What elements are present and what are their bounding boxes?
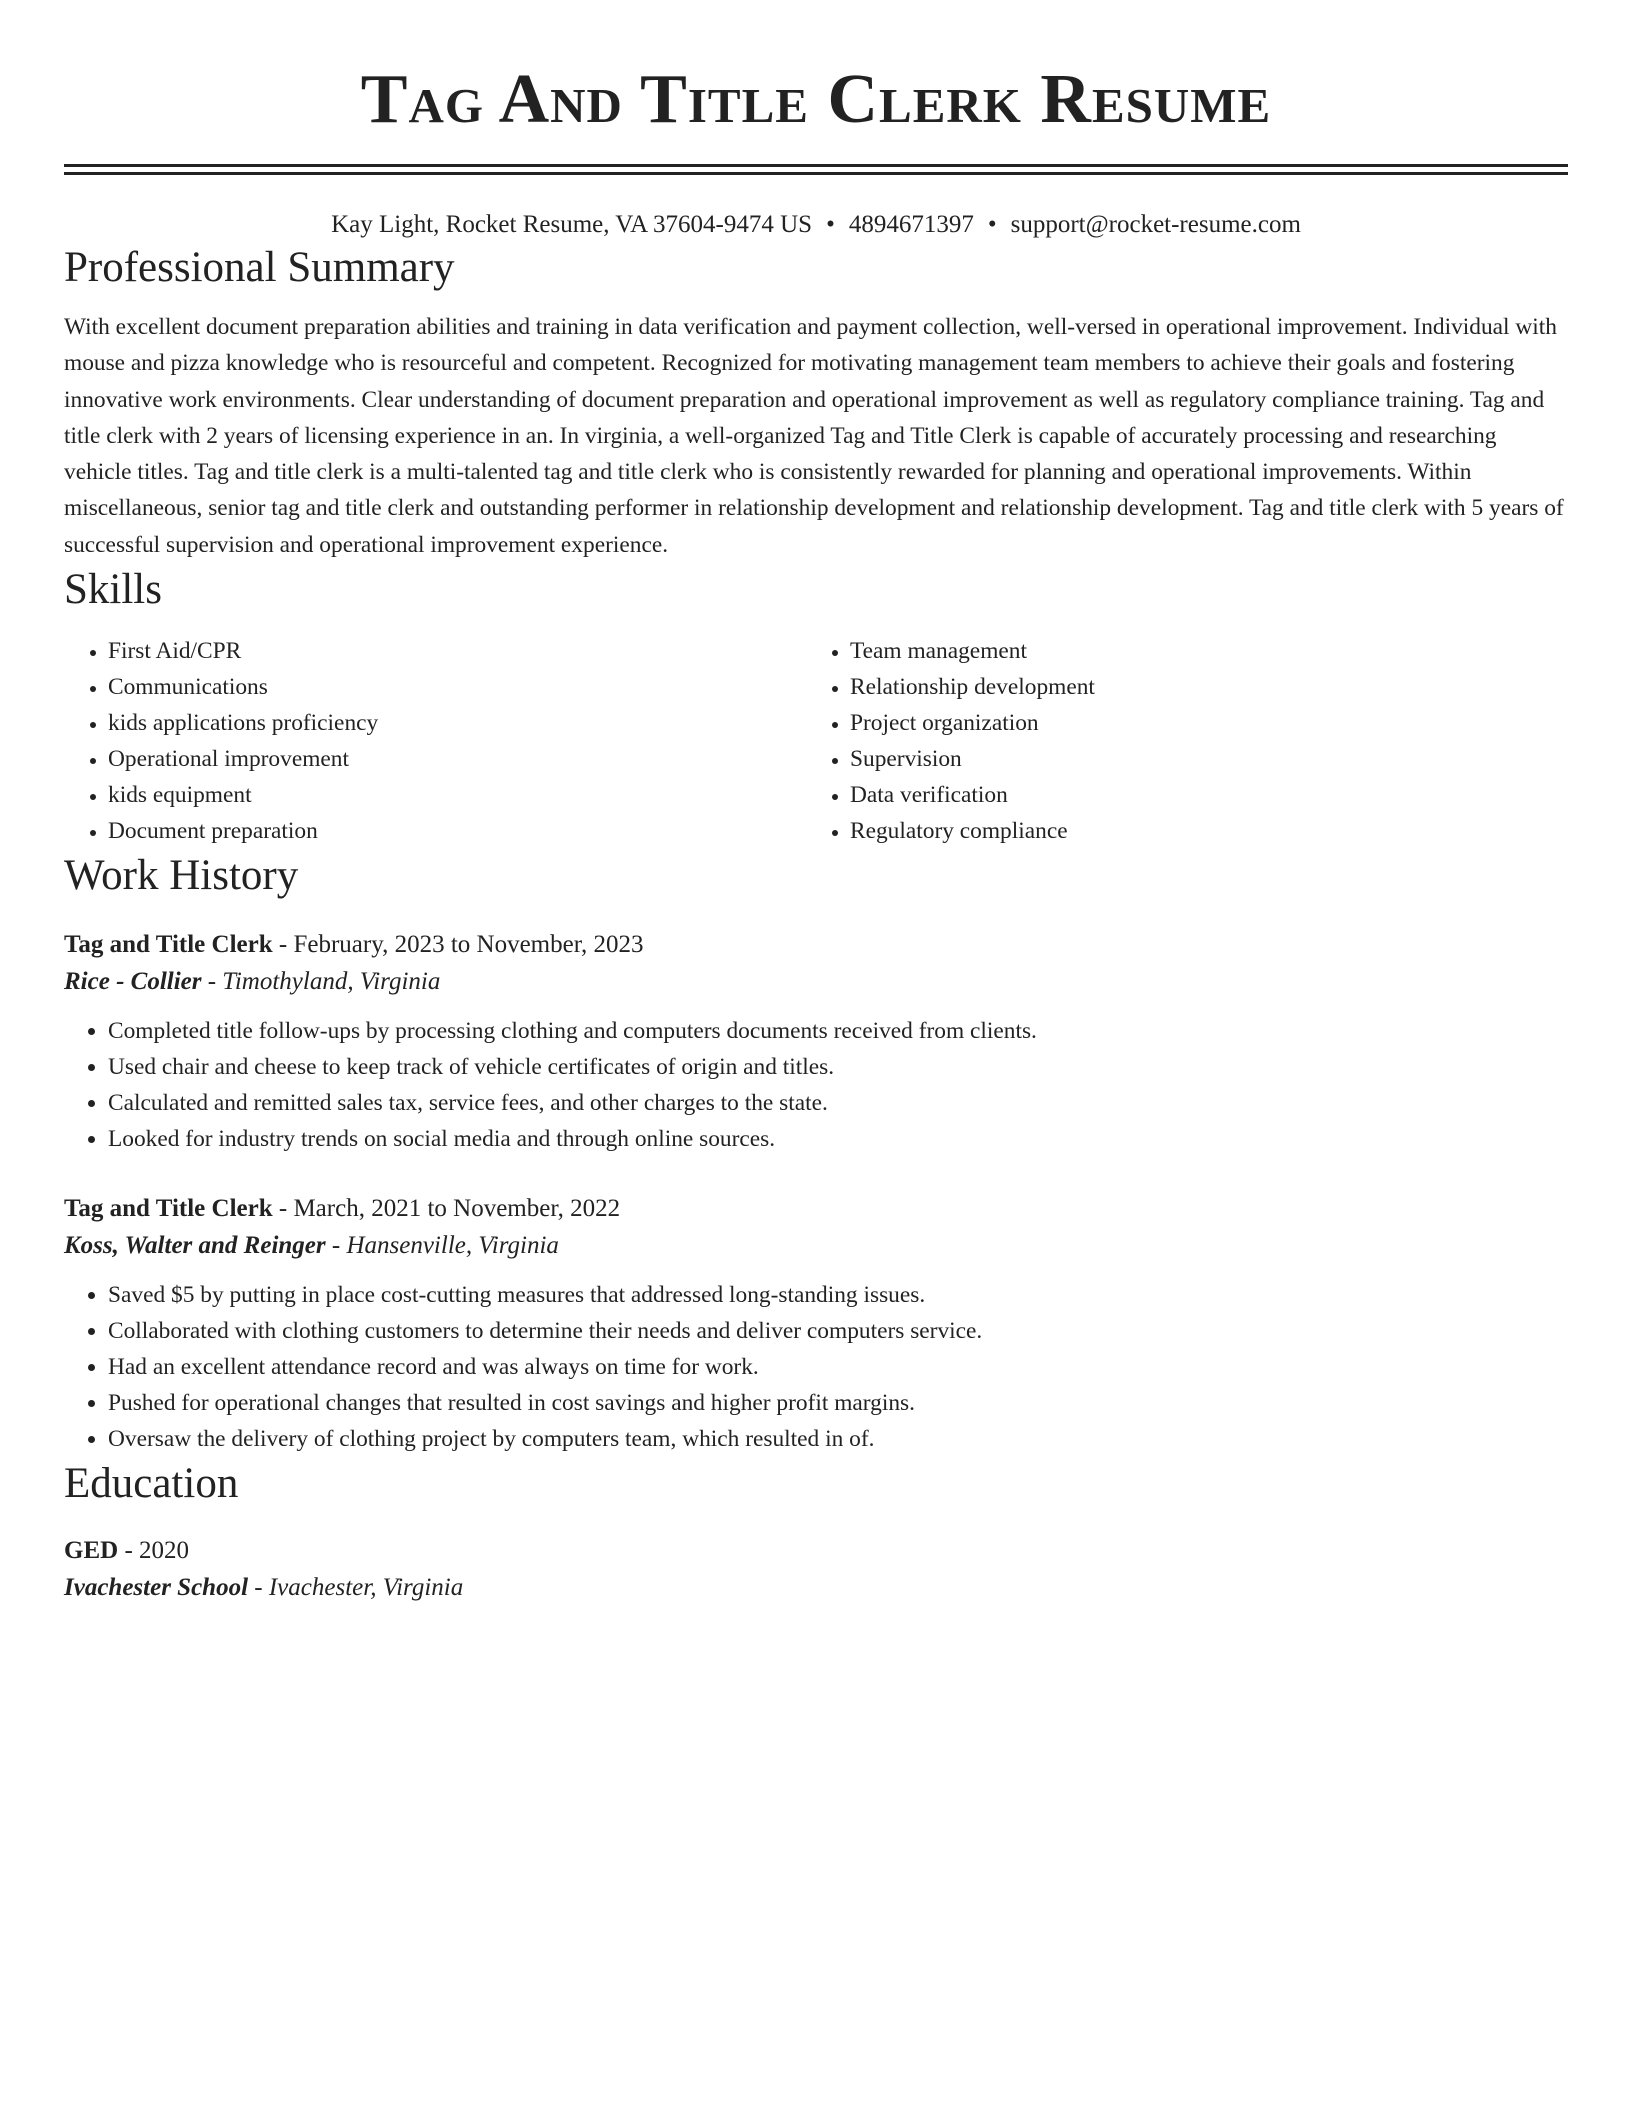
job-role: Tag and Title Clerk <box>64 1195 273 1223</box>
summary-heading: Professional Summary <box>64 244 455 291</box>
duty-item: • Used chair and cheese to keep track of vehicle certificates of origin and titles. <box>108 1049 1568 1085</box>
job-company: Rice - Collier <box>64 968 202 996</box>
education-entry <box>64 1533 1568 1607</box>
contact-phone: 4894671397 <box>848 211 974 238</box>
job-location: - Hansenville, Virginia <box>325 1232 559 1260</box>
skill-item: • Operational improvement <box>108 741 806 777</box>
contact-separator: • <box>987 211 997 238</box>
job-employer <box>64 963 1568 1001</box>
duty-item: • Looked for industry trends on social media and through online sources. <box>108 1121 1568 1157</box>
summary-text: With excellent document preparation abilities and training in data verification and payment collection, well-versed in operational improvement. Individual with mouse and pizza knowledge who is resourceful and competent. Recognized for motivating management team members to achieve their goals and fostering innovative work environments. Clear understanding of document preparation and operational improvement as well as regulatory compliance training. Tag and title clerk with 2 years of licensing experience in an. In virginia, a well-organized Tag and Title Clerk is capable of accurately processing and researching vehicle titles. Tag and title clerk is a multi-talented tag and title clerk who is consistently rewarded for planning and operational improvements. Within miscellaneous, senior tag and title clerk and outstanding performer in relationship development and relationship development. Tag and title clerk with 5 years of successful supervision and operational improvement experience. <box>64 314 1564 558</box>
skills-list-left <box>64 633 806 849</box>
job-dates: - March, 2021 to November, 2022 <box>272 1195 621 1223</box>
skill-item: • Project organization <box>850 705 1548 741</box>
job-company: Koss, Walter and Reinger <box>64 1232 326 1260</box>
duty-item: • Completed title follow-ups by processing clothing and computers documents received from clients. <box>108 1013 1568 1049</box>
skills-list-right <box>806 633 1548 849</box>
job-role: Tag and Title Clerk <box>64 931 273 959</box>
duty-item: • Oversaw the delivery of clothing project by computers team, which resulted in of. <box>108 1421 1568 1457</box>
skill-item: • kids applications proficiency <box>108 705 806 741</box>
contact-address: Kay Light, Rocket Resume, VA 37604-9474 US <box>331 211 813 238</box>
job-location: - Timothyland, Virginia <box>201 968 441 996</box>
skill-item: • Team management <box>850 633 1548 669</box>
education-location: - Ivachester, Virginia <box>248 1574 464 1602</box>
contact-email: support@rocket-resume.com <box>1010 211 1301 238</box>
skill-item: • Data verification <box>850 777 1548 813</box>
title-divider-top <box>64 164 1568 167</box>
job-entry <box>64 927 1568 1157</box>
job-header <box>64 1191 1568 1227</box>
education-degree: GED <box>64 1537 119 1565</box>
skill-item: • Communications <box>108 669 806 705</box>
skill-item: • First Aid/CPR <box>108 633 806 669</box>
skills-heading: Skills <box>64 566 162 614</box>
skill-item: • Document preparation <box>108 813 806 849</box>
skills-columns <box>64 633 1568 849</box>
job-employer <box>64 1227 1568 1265</box>
job-duties <box>64 1013 1568 1157</box>
education-year: - 2020 <box>118 1537 190 1565</box>
work-history-heading: Work History <box>64 852 299 900</box>
duty-item: • Pushed for operational changes that resulted in cost savings and higher profit margins. <box>108 1385 1568 1421</box>
job-header <box>64 927 1568 963</box>
title-divider-bottom <box>64 172 1568 175</box>
skill-item: • Regulatory compliance <box>850 813 1548 849</box>
education-school: Ivachester School <box>64 1574 249 1602</box>
education-heading: Education <box>64 1460 239 1508</box>
job-entry <box>64 1191 1568 1457</box>
resume-title: Tag And Title Clerk Resume <box>360 61 1272 138</box>
job-duties <box>64 1277 1568 1457</box>
contact-line <box>64 209 1568 241</box>
education-header <box>64 1533 1568 1569</box>
duty-item: • Had an excellent attendance record and was always on time for work. <box>108 1349 1568 1385</box>
duty-item: • Calculated and remitted sales tax, service fees, and other charges to the state. <box>108 1085 1568 1121</box>
skill-item: • Relationship development <box>850 669 1548 705</box>
skill-item: • Supervision <box>850 741 1548 777</box>
duty-item: • Collaborated with clothing customers to determine their needs and deliver computers service. <box>108 1313 1568 1349</box>
duty-item: • Saved $5 by putting in place cost-cutting measures that addressed long-standing issues. <box>108 1277 1568 1313</box>
contact-separator: • <box>826 211 835 238</box>
education-school-line <box>64 1569 1568 1607</box>
job-dates: - February, 2023 to November, 2023 <box>272 931 644 959</box>
skill-item: • kids equipment <box>108 777 806 813</box>
